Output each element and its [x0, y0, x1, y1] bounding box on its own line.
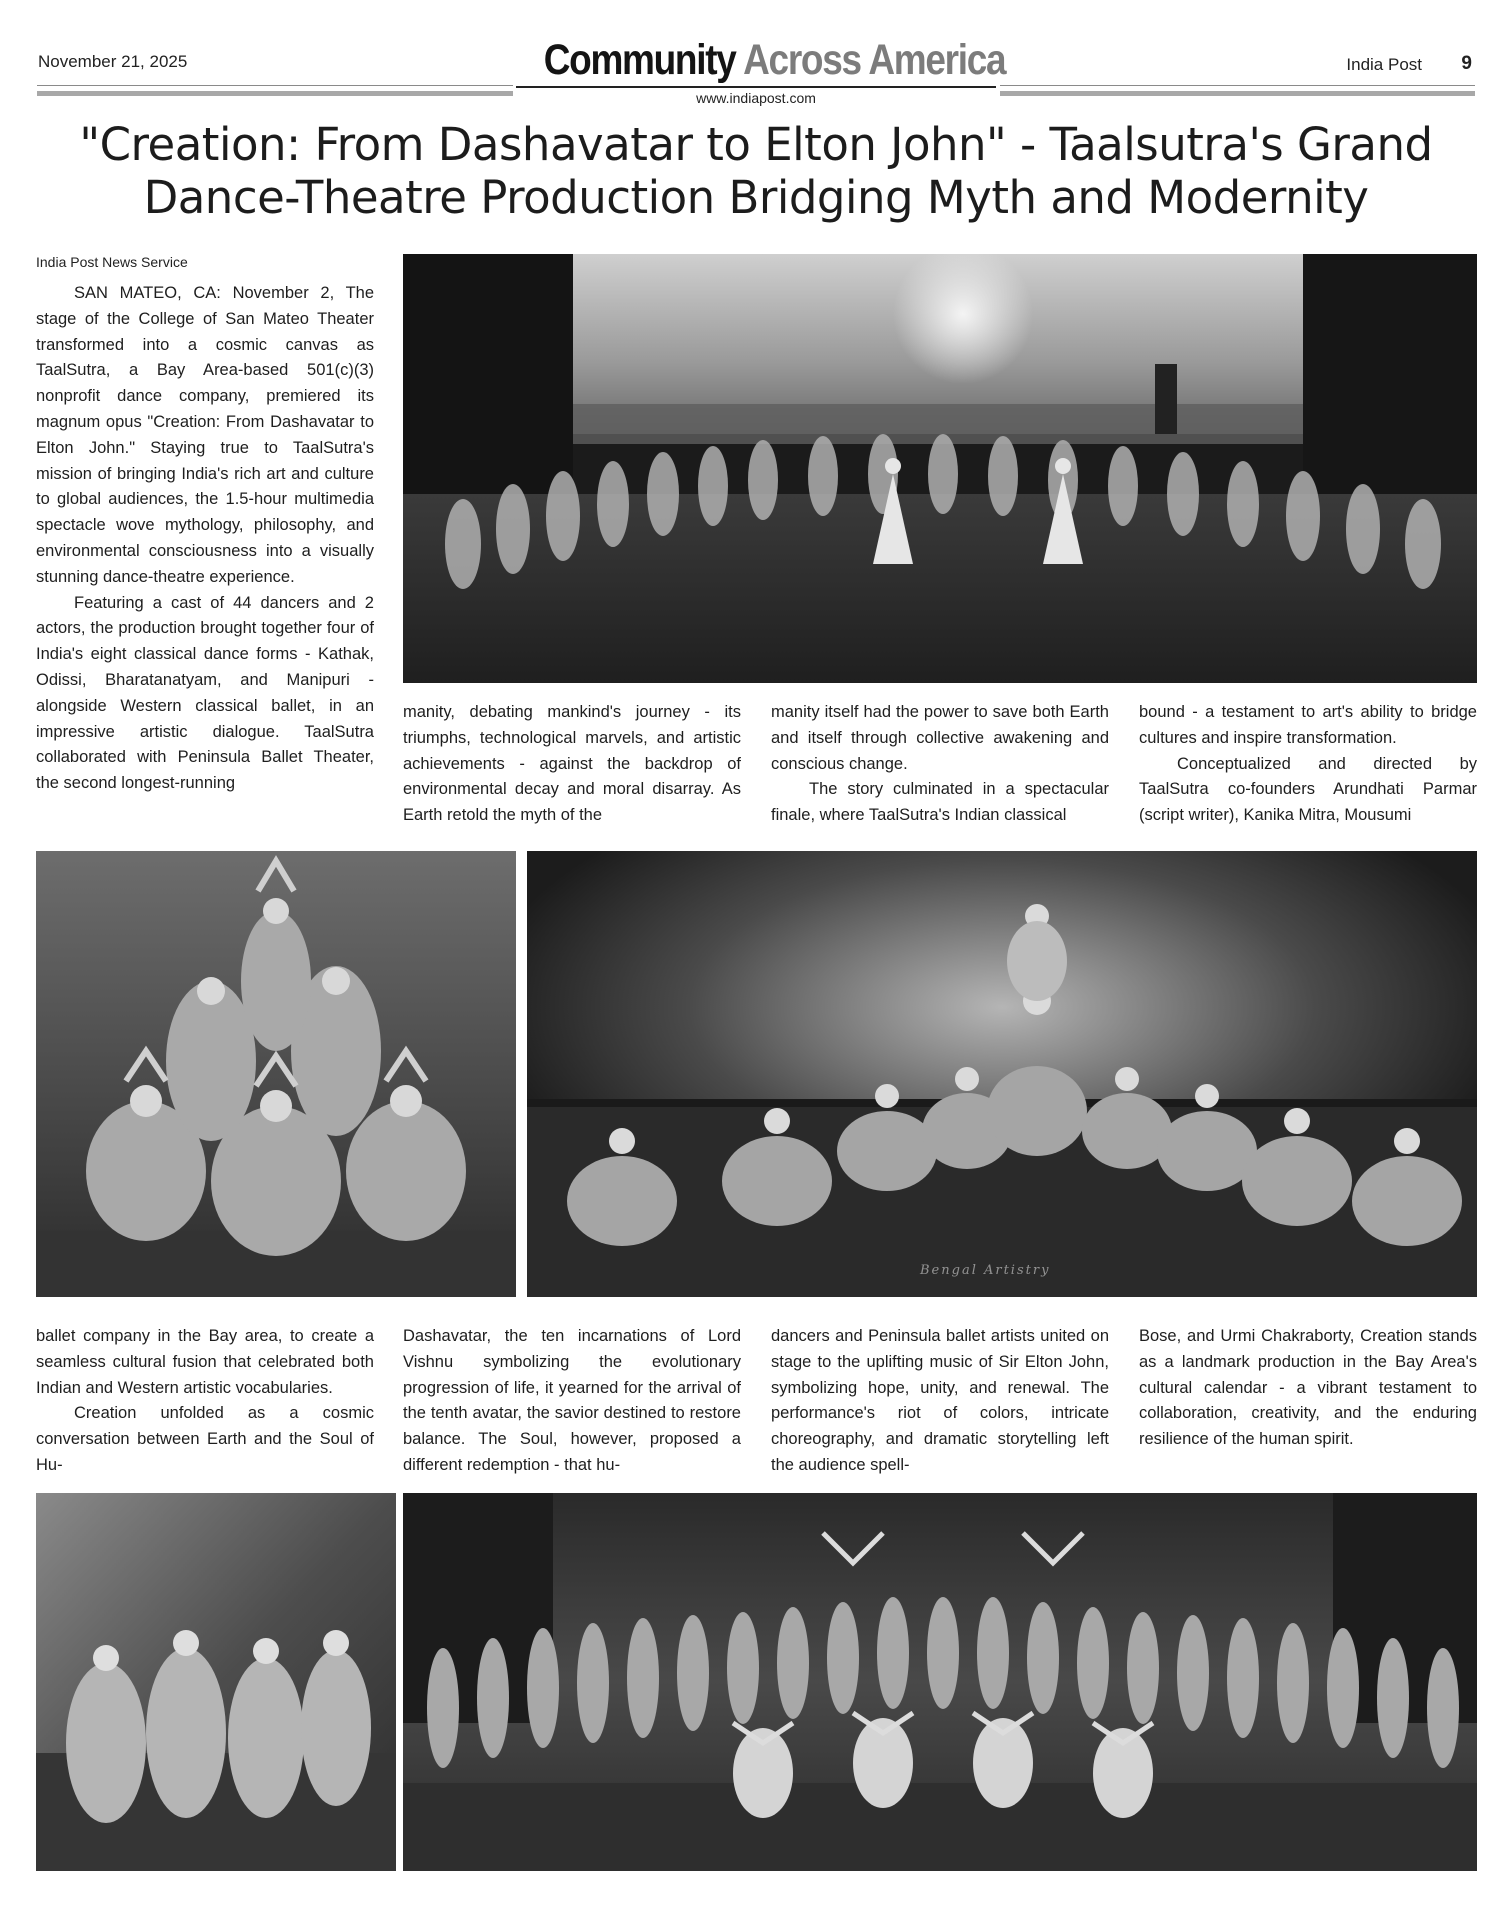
article-column-1	[36, 281, 374, 797]
paragraph: dancers and Peninsula ballet artists united on stage to the uplifting music of Sir Elton John, symbolizing hope, unity, and renewal. The performance's riot of colors, intricate choreography, and dramatic storytelling left the audience spell-	[771, 1327, 1109, 1474]
paragraph: manity, debating mankind's journey - its triumphs, technological marvels, and artistic achievements - against the backdrop of environmental decay and moral disarray. As Earth retold the myth of the	[403, 703, 741, 825]
issue-date: November 21, 2025	[38, 52, 188, 71]
article-column-4	[1139, 700, 1477, 829]
page-number: 9	[1461, 53, 1472, 74]
paragraph: Dashavatar, the ten incarnations of Lord Vishnu symbolizing the evolutionary progression of life, it yearned for the arrival of the tenth avatar, the savior destined to restore balance. The Soul, however, proposed a different redemption - that hu-	[403, 1327, 741, 1474]
photo-finale-ensemble	[403, 1493, 1477, 1871]
article-headline	[20, 118, 1492, 224]
section-title-community: Community	[543, 36, 736, 84]
headline-line-1: "Creation: From Dashavatar to Elton John" - Taalsutra's Grand	[79, 118, 1433, 171]
paragraph: Conceptualized and directed by TaalSutra co-founders Arundhati Parmar (script writer), Kanika Mitra, Mousumi	[1139, 754, 1477, 825]
photo-dancers-in-motion	[36, 1493, 396, 1871]
photo-odissi-group-image	[36, 851, 516, 1297]
masthead-rule-center	[516, 86, 996, 88]
photo-seated-dancers-arc	[527, 851, 1477, 1297]
article-column-7	[771, 1324, 1109, 1479]
paragraph: SAN MATEO, CA: November 2, The stage of the College of San Mateo Theater transformed into a cosmic canvas as TaalSutra, a Bay Area-based 501(c)(3) nonprofit dance company, premiered its magnum opus "Creation: From Dashavatar to Elton John." Staying true to TaalSutra's mission of bringing India's rich art and culture to global audiences, the 1.5-hour multimedia spectacle wove mythology, philosophy, and environmental consciousness into a visually stunning dance-theatre experience.	[36, 284, 374, 586]
section-title	[543, 36, 1006, 85]
masthead-rule-right-thick	[1000, 91, 1475, 96]
masthead-rule-right-thin	[1000, 85, 1475, 86]
photo-odissi-group-pose	[36, 851, 516, 1297]
photo-stage-arc-ensemble	[403, 254, 1477, 683]
article-column-5	[36, 1324, 374, 1479]
masthead-rule-left-thin	[37, 85, 513, 86]
paragraph: The story culminated in a spectacular finale, where TaalSutra's Indian classical	[771, 780, 1109, 825]
photo-credit-watermark: Bengal Artistry	[920, 1263, 1051, 1278]
publication-name: India Post	[1346, 55, 1422, 74]
headline-line-2: Dance-Theatre Production Bridging Myth and Modernity	[143, 171, 1369, 224]
masthead	[0, 0, 1512, 110]
article-column-6	[403, 1324, 741, 1479]
paragraph: ballet company in the Bay area, to create a seamless cultural fusion that celebrated both Indian and Western artistic vocabularies.	[36, 1327, 374, 1397]
masthead-rule-left-thick	[37, 91, 513, 96]
article-column-2	[403, 700, 741, 829]
section-title-across-america: Across America	[743, 36, 1006, 84]
article-column-8	[1139, 1324, 1477, 1453]
article-column-3	[771, 700, 1109, 829]
photo-dancers-motion-image	[36, 1493, 396, 1871]
paragraph: bound - a testament to art's ability to bridge cultures and inspire transformation.	[1139, 703, 1477, 747]
paragraph: Creation unfolded as a cosmic conversation between Earth and the Soul of Hu-	[36, 1404, 374, 1474]
paragraph: manity itself had the power to save both Earth and itself through collective awakening and conscious change.	[771, 703, 1109, 773]
photo-finale-ensemble-image	[403, 1493, 1477, 1871]
photo-seated-dancers-image	[527, 851, 1477, 1297]
byline: India Post News Service	[36, 254, 188, 270]
paragraph: Featuring a cast of 44 dancers and 2 actors, the production brought together four of India's eight classical dance forms - Kathak, Odissi, Bharatanatyam, and Manipuri - alongside Western classical ballet, in an impressive artistic dialogue. TaalSutra collaborated with Peninsula Ballet Theater, the second longest-running	[36, 593, 374, 793]
website-url: www.indiapost.com	[696, 90, 816, 106]
paragraph: Bose, and Urmi Chakraborty, Creation stands as a landmark production in the Bay Area's cultural calendar - a vibrant testament to collaboration, creativity, and the enduring resilience of the human spirit.	[1139, 1327, 1477, 1449]
photo-stage-arc-image	[403, 254, 1477, 683]
